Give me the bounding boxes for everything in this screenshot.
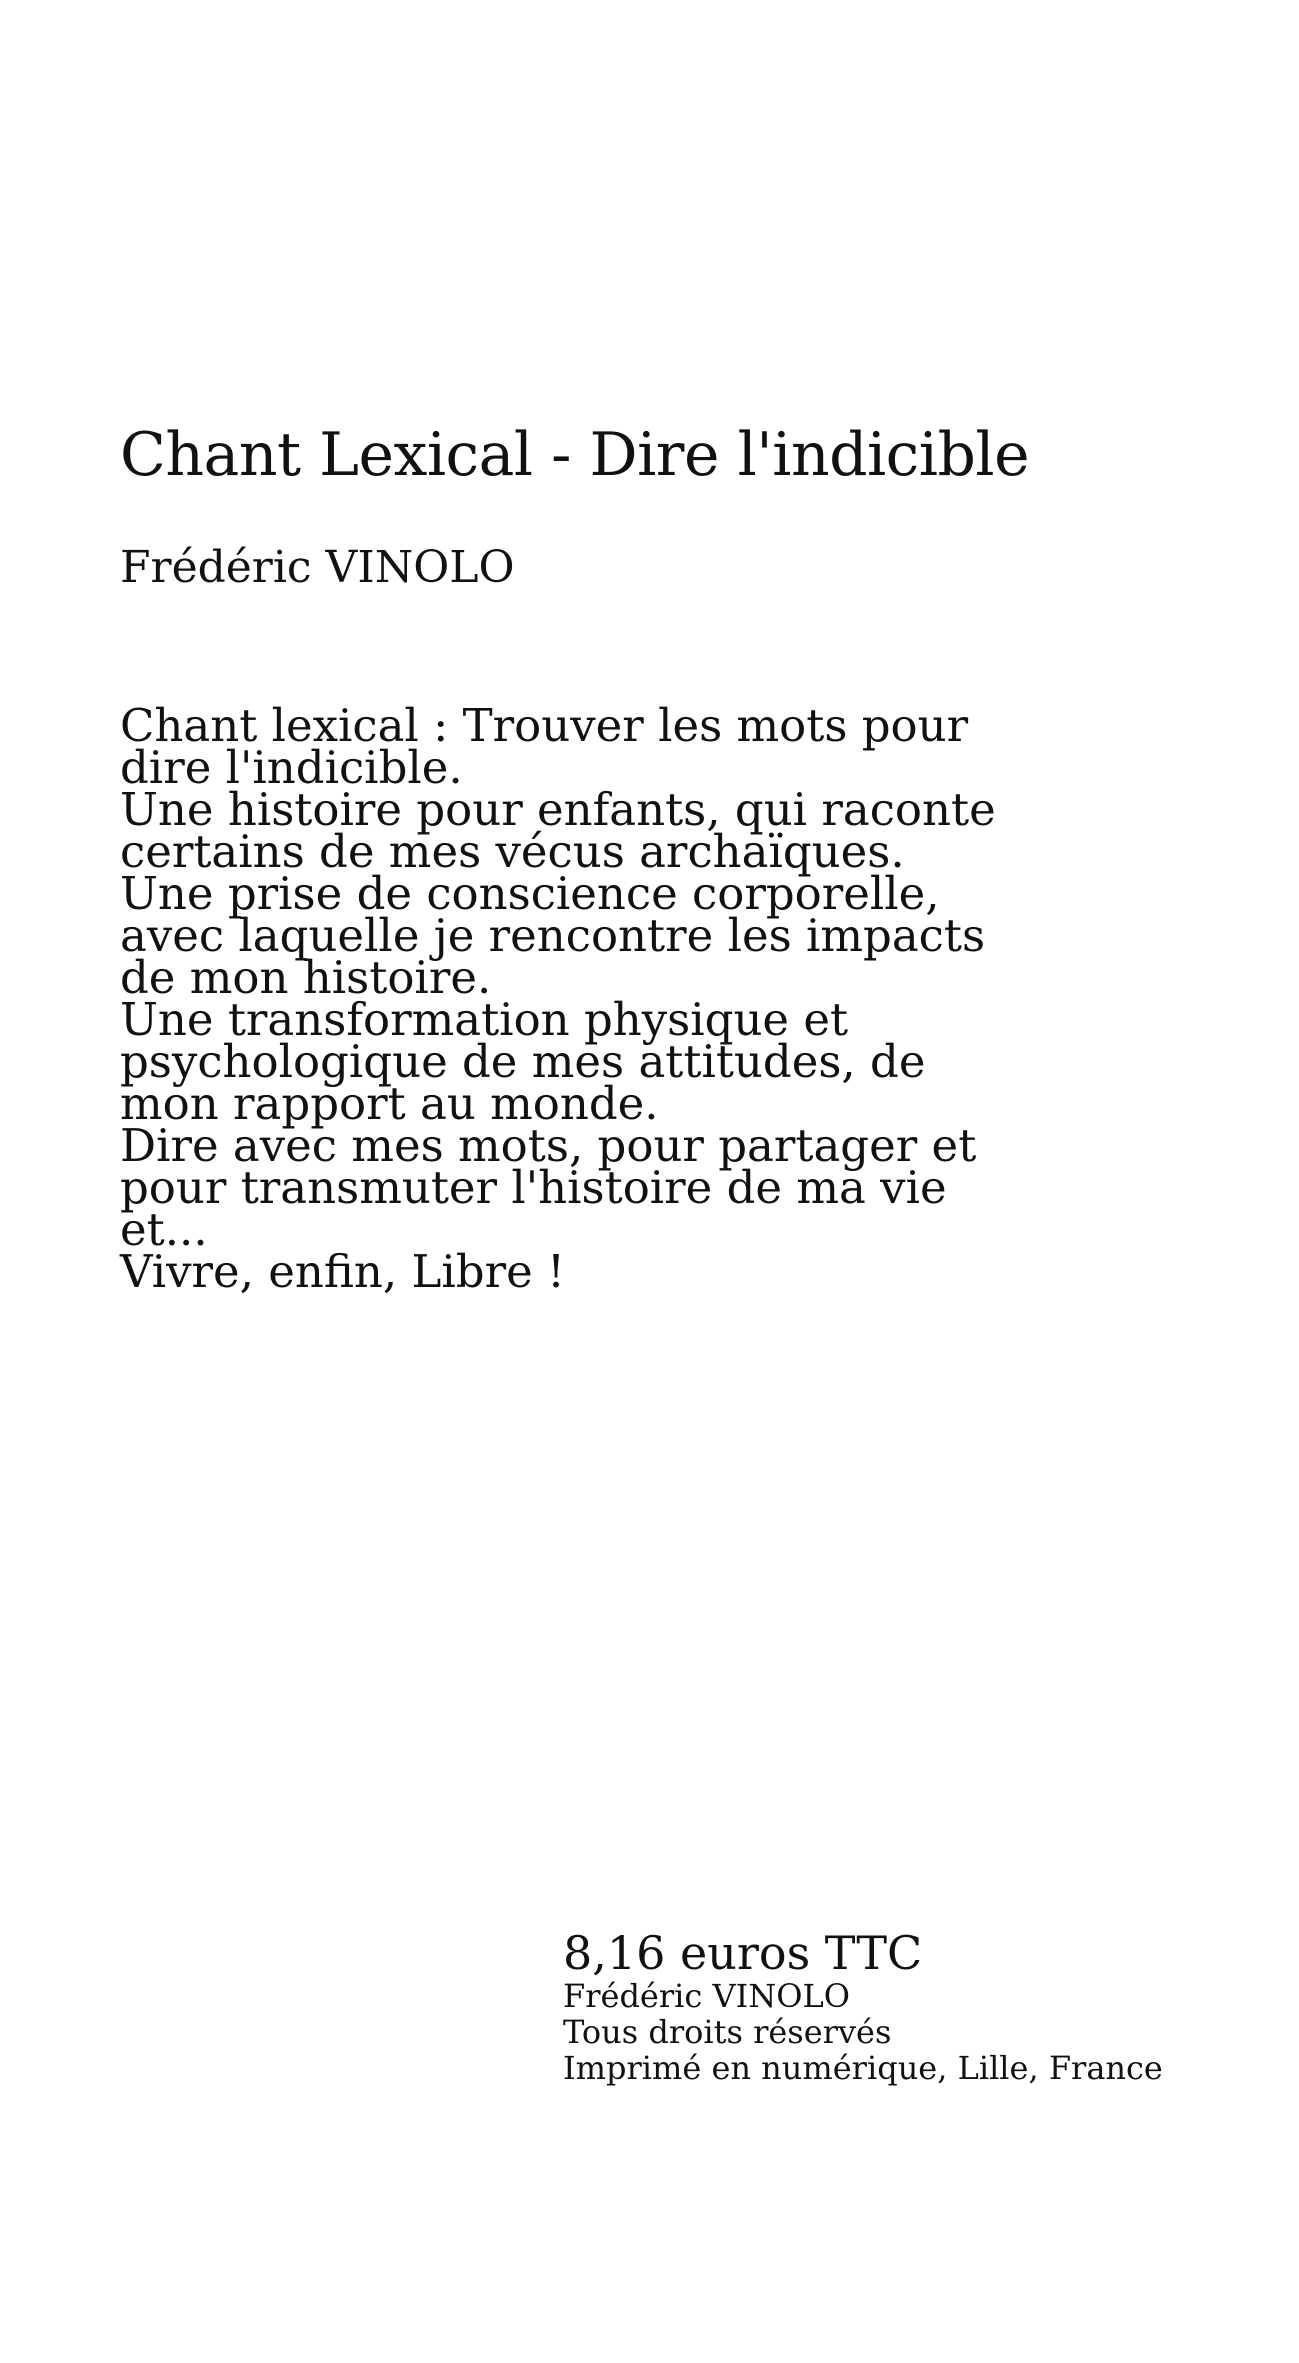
price: 8,16 euros TTC [563,1926,923,1980]
blurb-line: de mon histoire. [120,951,492,1004]
colophon [563,1928,1243,2086]
blurb-line: Vivre, enfin, Libre ! [120,1245,566,1298]
document-title: Chant Lexical - Dire l'indicible [120,420,1030,490]
print-notice: Imprimé en numérique, Lille, France [563,2049,1163,2087]
rights-notice: Tous droits réservés [563,2013,892,2051]
blurb-line: avec laquelle je rencontre les impacts [120,909,986,962]
blurb-line: dire l'indicible. [120,741,463,794]
blurb-line: Une prise de conscience corporelle, [120,867,940,920]
blurb-line: et... [120,1203,208,1256]
blurb-line: Une transformation physique et [120,993,849,1046]
blurb-line: Une histoire pour enfants, qui raconte [120,783,996,836]
document-author: Frédéric VINOLO [120,542,515,593]
blurb-line: mon rapport au monde. [120,1077,659,1130]
blurb-line: Chant lexical : Trouver les mots pour [120,699,969,752]
blurb-line: pour transmuter l'histoire de ma vie [120,1161,947,1214]
back-cover-blurb [120,699,1020,1298]
blurb-line: Dire avec mes mots, pour partager et [120,1119,977,1172]
blurb-line: certains de mes vécus archaïques. [120,825,905,878]
colophon-author: Frédéric VINOLO [563,1977,850,2015]
blurb-line: psychologique de mes attitudes, de [120,1035,926,1088]
